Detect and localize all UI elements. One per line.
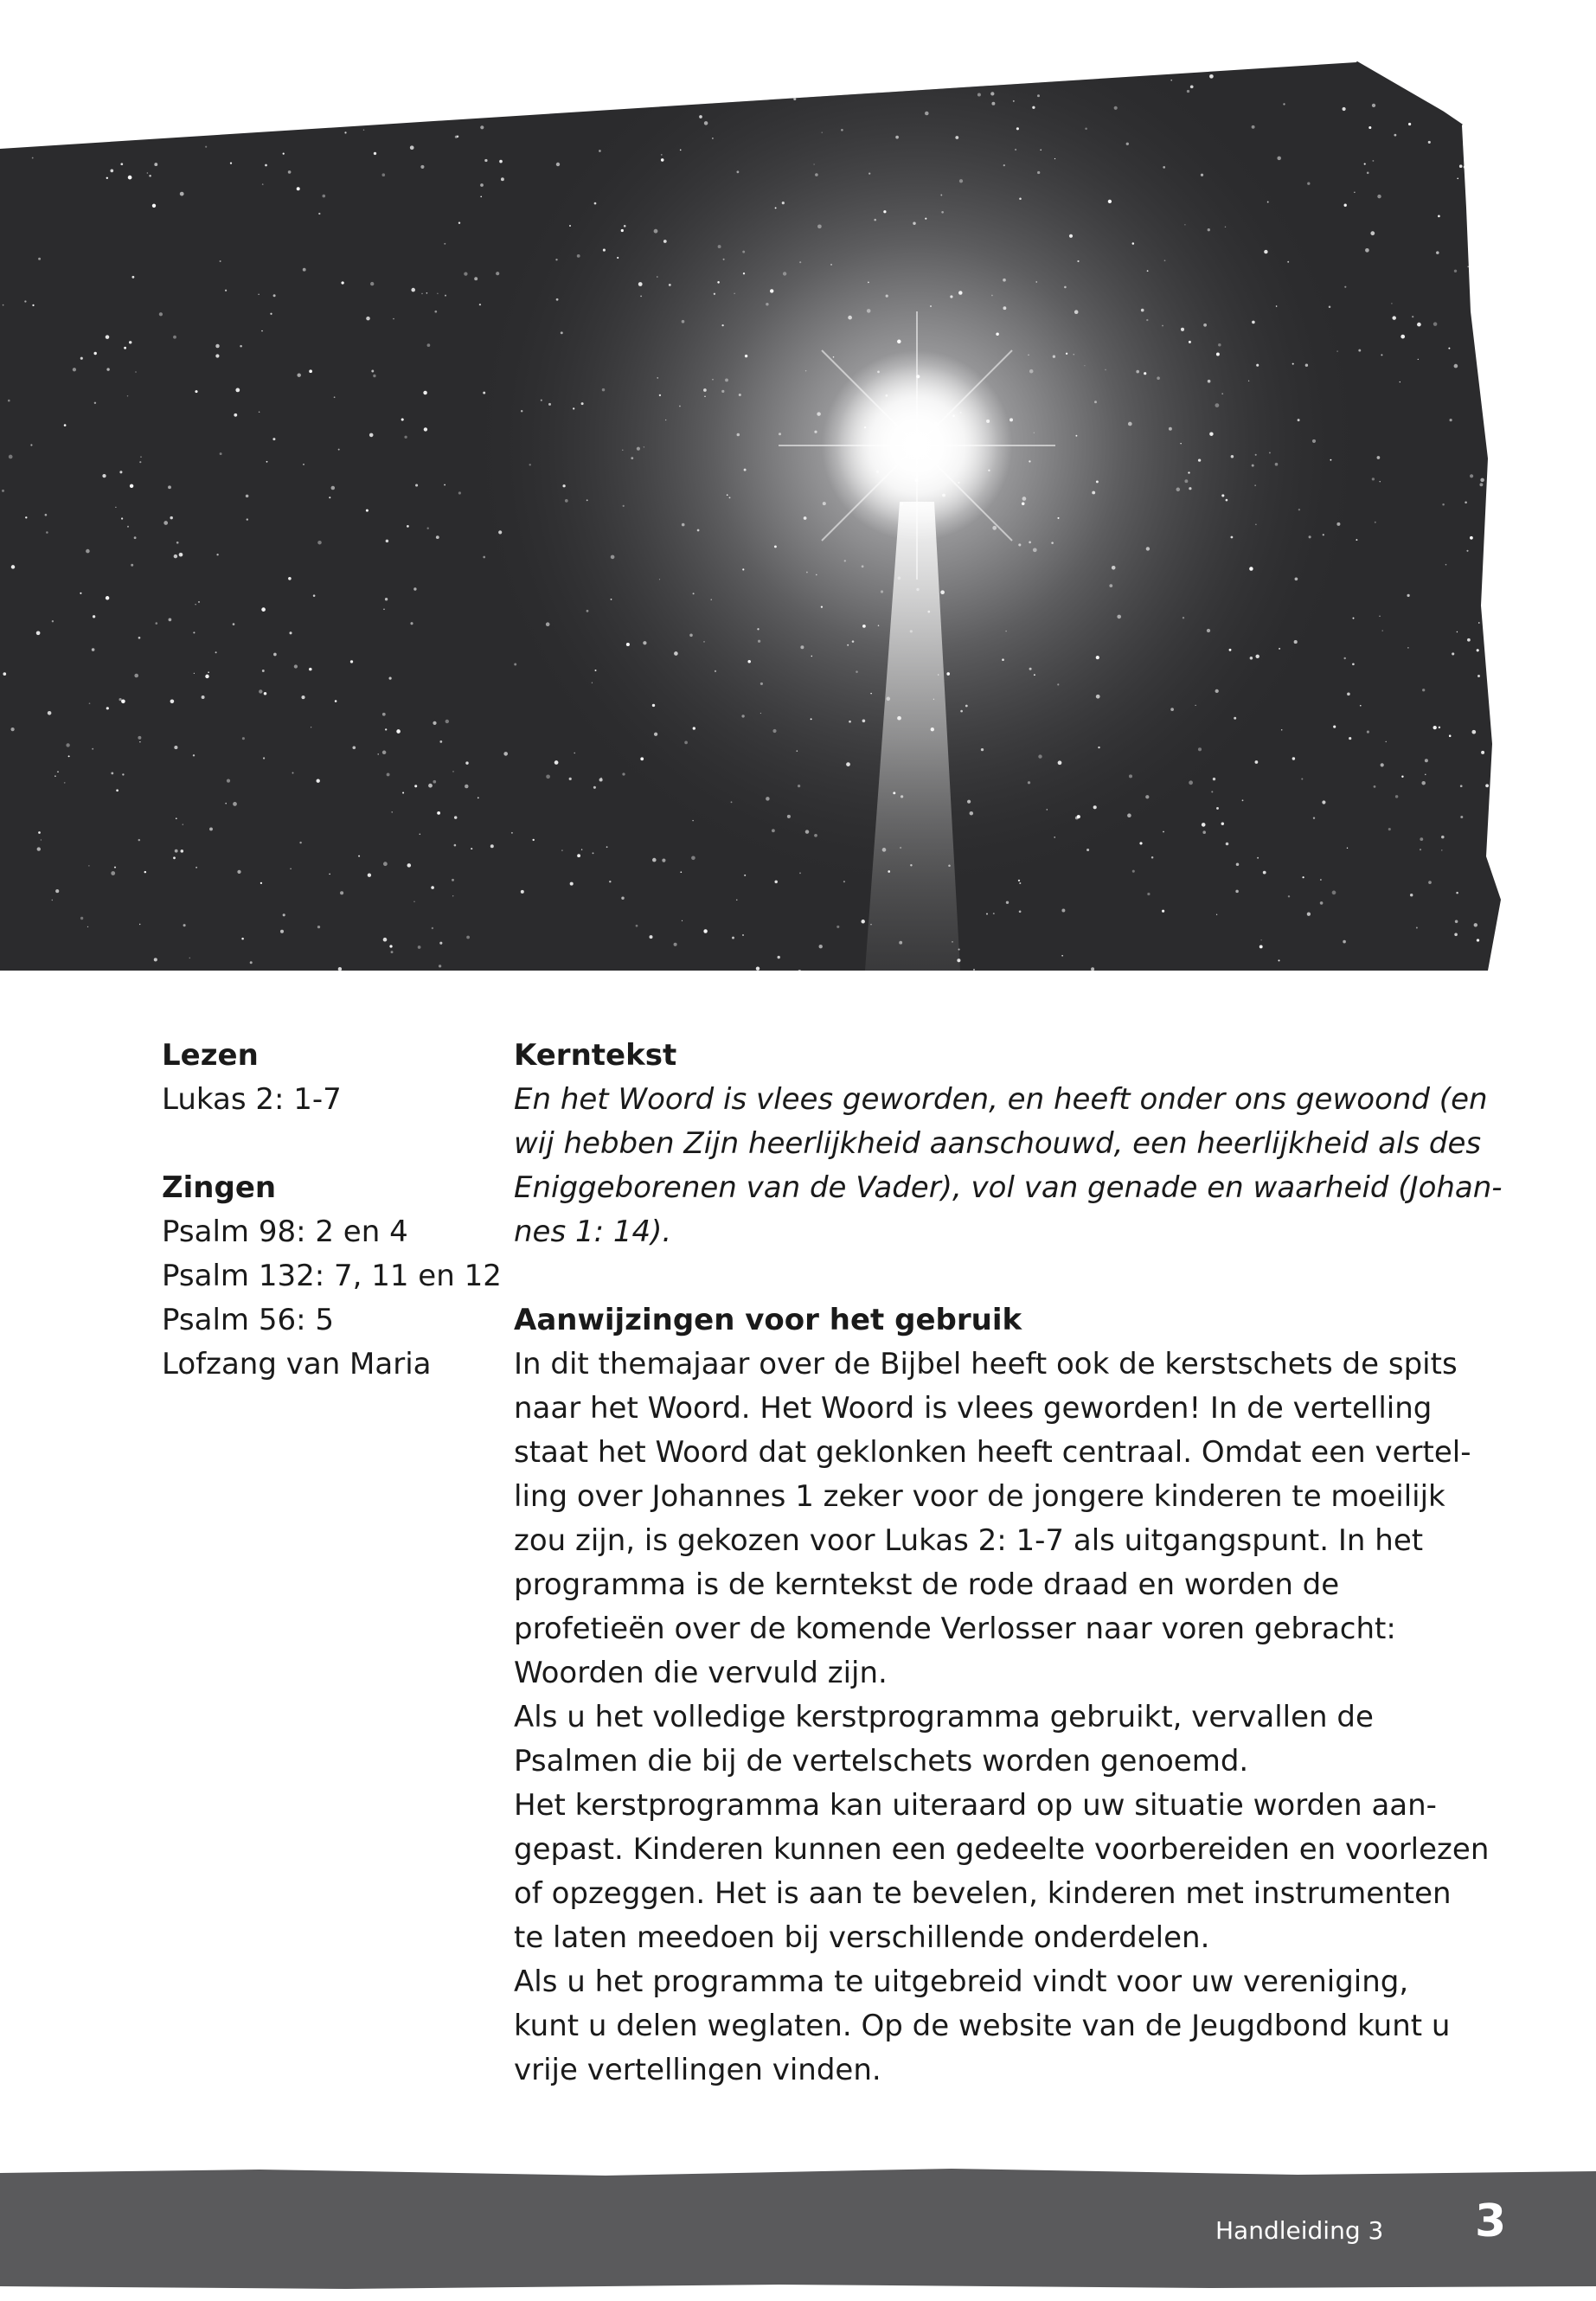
footer-band [0, 2128, 1596, 2301]
instructions-line: Als u het volledige kerstprogramma gebruikt, vervallen de [514, 1700, 1374, 1734]
singing-line: Psalm 56: 5 [162, 1303, 334, 1337]
singing-heading: Zingen [162, 1170, 277, 1205]
core-text-line: wij hebben Zijn heerlijkheid aanschouwd, een heerlijkheid als des [514, 1126, 1482, 1161]
instructions-line: zou zijn, is gekozen voor Lukas 2: 1-7 als uitgangspunt. In het [514, 1523, 1424, 1558]
instructions-line: ling over Johannes 1 zeker voor de jongere kinderen te moeilijk [514, 1479, 1445, 1514]
instructions-line: gepast. Kinderen kunnen een gedeelte voorbereiden en voorlezen [514, 1832, 1490, 1867]
core-text-line: Eniggeborenen van de Vader), vol van genade en waarheid (Johan- [514, 1170, 1503, 1205]
core-text-line: nes 1: 14). [514, 1215, 672, 1249]
hero-star-image [0, 52, 1596, 977]
instructions-line: Als u het programma te uitgebreid vindt voor uw vereniging, [514, 1965, 1409, 1999]
core-text-line: En het Woord is vlees geworden, en heeft onder ons gewoond (en [514, 1082, 1488, 1117]
singing-line: Psalm 98: 2 en 4 [162, 1215, 408, 1249]
instructions-line: vrije vertellingen vinden. [514, 2053, 881, 2087]
left-column [162, 1034, 502, 1387]
instructions-line: profetieën over de komende Verlosser naar voren gebracht: [514, 1612, 1396, 1646]
instructions-line: staat het Woord dat geklonken heeft centraal. Omdat een vertel- [514, 1435, 1471, 1470]
instructions-line: Het kerstprogramma kan uiteraard op uw situatie worden aan- [514, 1788, 1437, 1823]
star-of-bethlehem-icon [0, 52, 1596, 977]
right-column [514, 1034, 1503, 2093]
instructions-line: In dit themajaar over de Bijbel heeft ook de kerstschets de spits [514, 1347, 1458, 1381]
singing-line: Lofzang van Maria [162, 1347, 432, 1381]
instructions-line: te laten meedoen bij verschillende onderdelen. [514, 1920, 1210, 1955]
core-text-heading: Kerntekst [514, 1038, 677, 1073]
reading-line: Lukas 2: 1-7 [162, 1082, 342, 1117]
instructions-heading: Aanwijzingen voor het gebruik [514, 1303, 1022, 1337]
instructions-line: programma is de kerntekst de rode draad en worden de [514, 1567, 1340, 1602]
footer-label: Handleiding 3 [1215, 2216, 1384, 2245]
instructions-line: Psalmen die bij de vertelschets worden genoemd. [514, 1744, 1249, 1779]
instructions-line: Woorden die vervuld zijn. [514, 1656, 888, 1690]
instructions-line: of opzeggen. Het is aan te bevelen, kinderen met instrumenten [514, 1876, 1452, 1911]
page-number: 3 [1475, 2195, 1507, 2247]
instructions-line: kunt u delen weglaten. Op de website van de Jeugdbond kunt u [514, 2009, 1451, 2043]
reading-heading: Lezen [162, 1038, 259, 1073]
singing-line: Psalm 132: 7, 11 en 12 [162, 1259, 502, 1293]
instructions-line: naar het Woord. Het Woord is vlees geworden! In de vertelling [514, 1391, 1433, 1426]
